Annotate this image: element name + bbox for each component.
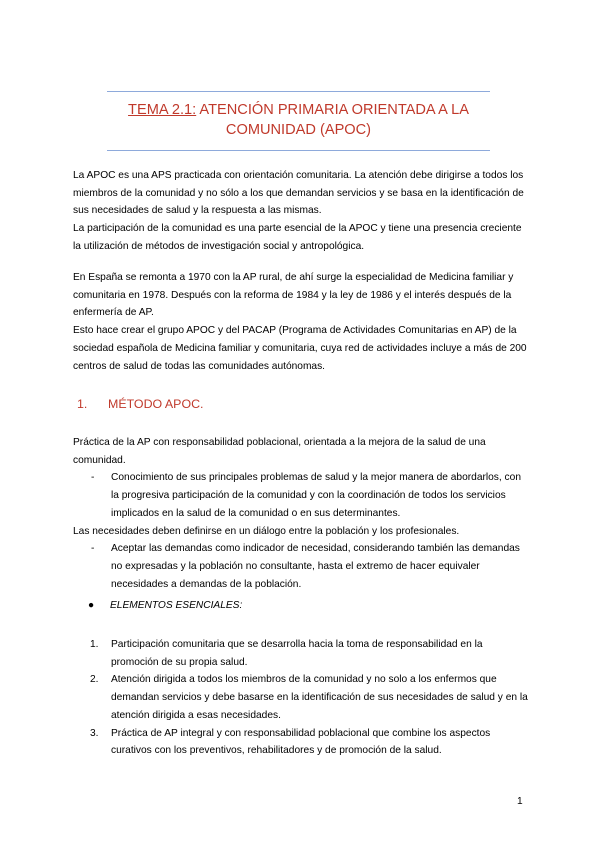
page-title — [107, 100, 490, 140]
elements-list — [73, 636, 529, 760]
elements-title: ELEMENTOS ESENCIALES: — [110, 600, 243, 611]
elements-heading — [88, 600, 242, 611]
item-number: 1. — [90, 639, 99, 650]
numbered-list-item — [73, 636, 529, 671]
dash-item-text: Conocimiento de sus principales problemas de salud y la mejor manera de abordarlos, con la progresiva participación de la comunidad y con la coordinación de todos los servicios implicados en la salud de la comunidad o en sus determinantes. — [111, 472, 521, 519]
history-paragraph-1: En España se remonta a 1970 con la AP rural, de ahí surge la especialidad de Medicina familiar y comunitaria en 1978. Después con la reforma de 1984 y la ley de 1986 y el interés después de la enfermería de AP. — [73, 272, 514, 319]
title-bottom-rule — [107, 150, 490, 151]
intro-block — [73, 167, 529, 256]
section-heading-metodo-apoc — [77, 397, 203, 411]
dash-item-text: Aceptar las demandas como indicador de necesidad, considerando también las demandas no expresadas y la población no consultante, hasta el extremo de hacer equivaler necesidades a demandas de la población. — [111, 543, 520, 590]
section-title: MÉTODO APOC. — [108, 397, 204, 411]
dash-list-item — [73, 540, 529, 593]
section1-middle: Las necesidades deben definirse en un diálogo entre la población y los profesionales. — [73, 525, 460, 537]
history-paragraph-2: Esto hace crear el grupo APOC y del PACAP (Programa de Actividades Comunitarias en AP) de la sociedad española de Medicina familiar y comunitaria, cuya red de actividades incluye a más de 200 centros de salud de todas las comunidades autónomas. — [73, 325, 527, 372]
item-text: Participación comunitaria que se desarrolla hacia la toma de responsabilidad en la promoción de su propia salud. — [111, 639, 483, 668]
history-block — [73, 269, 529, 375]
title-text: ATENCIÓN PRIMARIA ORIENTADA A LA COMUNIDAD (APOC) — [196, 102, 469, 138]
numbered-list-item — [73, 671, 529, 724]
bullet-icon: ● — [88, 600, 95, 611]
page-number: 1 — [517, 796, 523, 807]
intro-paragraph-1: La APOC es una APS practicada con orientación comunitaria. La atención debe dirigirse a todos los miembros de la comunidad y no sólo a los que demandan servicios y se basa en la identificación de sus necesidades de salud y la respuesta a las mismas. — [73, 170, 524, 217]
title-top-rule — [107, 91, 490, 92]
section-number: 1. — [77, 397, 88, 411]
intro-paragraph-2: La participación de la comunidad es una parte esencial de la APOC y tiene una presencia creciente la utilización de métodos de investigación social y antropológica. — [73, 223, 522, 252]
item-text: Atención dirigida a todos los miembros de la comunidad y no solo a los enfermos que demandan servicios y debe basarse en la identificación de sus necesidades de salud y en la atención dirigida a esas necesidades. — [111, 674, 528, 721]
section1-lead: Práctica de la AP con responsabilidad poblacional, orientada a la mejora de la salud de una comunidad. — [73, 437, 486, 466]
item-number: 2. — [90, 674, 99, 686]
numbered-list-item — [73, 725, 529, 760]
dash-marker: - — [91, 543, 95, 555]
item-text: Práctica de AP integral y con responsabilidad poblacional que combine los aspectos curativos con los preventivos, rehabilitadores y de promoción de la salud. — [111, 727, 491, 757]
dash-marker: - — [91, 472, 95, 484]
item-number: 3. — [90, 727, 99, 739]
title-number: TEMA 2.1: — [128, 102, 197, 118]
section1-body — [73, 434, 529, 593]
dash-list-item — [73, 469, 529, 522]
